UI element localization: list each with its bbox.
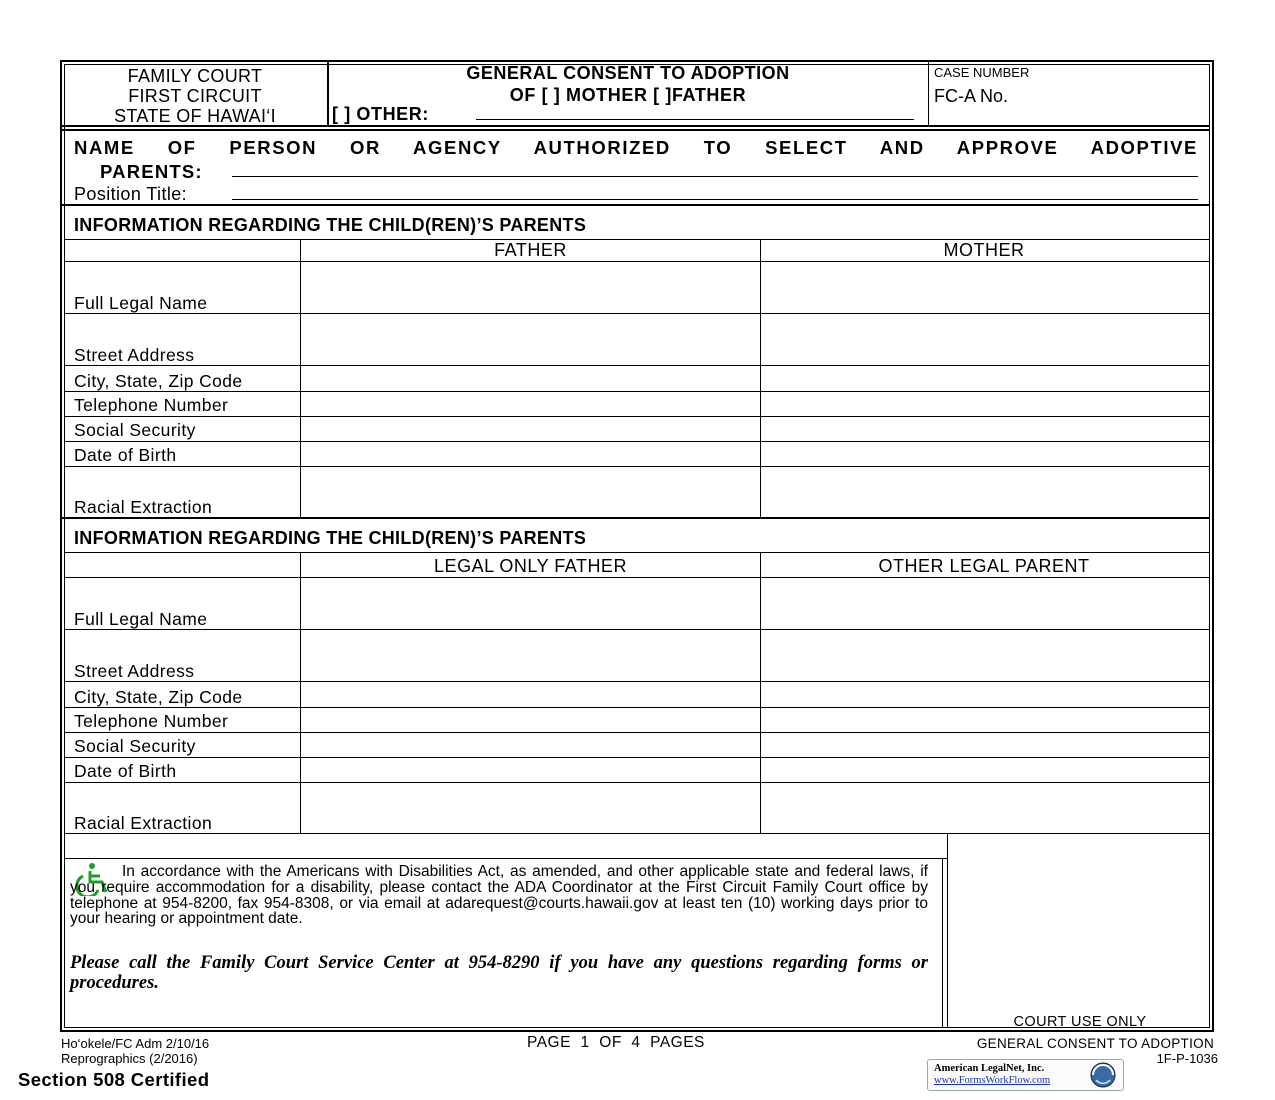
row-label-racial-extraction: Racial Extraction: [74, 813, 213, 833]
row-label-street-address: Street Address: [74, 661, 195, 681]
row-label-telephone: Telephone Number: [74, 711, 229, 731]
father-phone-input[interactable]: [301, 392, 760, 416]
mother-phone-input[interactable]: [761, 392, 1208, 416]
section1-title: INFORMATION REGARDING THE CHILD(REN)’S PARENTS: [74, 215, 587, 235]
position-title-field[interactable]: [232, 199, 1198, 200]
form-id: Ho‘okele/FC Adm 2/10/16: [61, 1036, 210, 1051]
service-center-note: Please call the Family Court Service Center at 954-8290 if you have any questions regarding forms or procedures.: [70, 953, 928, 993]
legal-father-dob-input[interactable]: [301, 758, 760, 782]
other-parent-city-input[interactable]: [761, 682, 1208, 707]
legalnet-logo[interactable]: [927, 1059, 1124, 1091]
row-label-full-legal-name: Full Legal Name: [74, 293, 208, 313]
legal-father-ssn-input[interactable]: [301, 733, 760, 757]
section2-title: INFORMATION REGARDING THE CHILD(REN)’S PARENTS: [74, 528, 587, 548]
mother-street-input[interactable]: [761, 314, 1208, 365]
other-parent-dob-input[interactable]: [761, 758, 1208, 782]
row-label-racial-extraction: Racial Extraction: [74, 497, 213, 517]
row-label-social-security: Social Security: [74, 736, 196, 756]
legal-only-father-column-header: LEGAL ONLY FATHER: [434, 556, 627, 576]
legal-father-city-input[interactable]: [301, 682, 760, 707]
case-number-prefix: FC-A No.: [934, 86, 1009, 106]
row-label-date-of-birth: Date of Birth: [74, 761, 177, 781]
ada-notice: In accordance with the Americans with Disabilities Act, as amended, and other applicable state and federal laws, if you require accommodation for a disability, please contact the ADA Coordinator at the First Circuit Family Court office by telephone at 954-8200, fax 954-8308, or via email at adarequest@courts.hawaii.gov at least ten (10) working days prior to your hearing or appointment date.: [70, 863, 928, 928]
mother-dob-input[interactable]: [761, 442, 1208, 466]
father-race-input[interactable]: [301, 467, 760, 517]
other-parent-full-name-input[interactable]: [761, 578, 1208, 629]
other-field[interactable]: [476, 119, 914, 120]
row-label-telephone: Telephone Number: [74, 395, 229, 415]
other-parent-ssn-input[interactable]: [761, 733, 1208, 757]
other-parent-phone-input[interactable]: [761, 708, 1208, 732]
form-title-parent-choice: OF [ ] MOTHER [ ]FATHER: [509, 85, 747, 105]
legal-father-street-input[interactable]: [301, 630, 760, 681]
father-street-input[interactable]: [301, 314, 760, 365]
row-label-social-security: Social Security: [74, 420, 196, 440]
parents-label: PARENTS:: [100, 161, 203, 182]
legal-father-race-input[interactable]: [301, 783, 760, 833]
other-legal-parent-column-header: OTHER LEGAL PARENT: [878, 556, 1090, 576]
mother-race-input[interactable]: [761, 467, 1208, 517]
father-ssn-input[interactable]: [301, 417, 760, 441]
father-city-input[interactable]: [301, 366, 760, 391]
court-line: FAMILY COURT: [127, 66, 263, 86]
section-508-certified: Section 508 Certified: [18, 1069, 210, 1090]
legal-father-full-name-input[interactable]: [301, 578, 760, 629]
position-title-label: Position Title:: [74, 184, 188, 204]
court-line: FIRST CIRCUIT: [128, 86, 262, 106]
court-use-only-label: COURT USE ONLY: [1013, 1014, 1147, 1030]
divider: [928, 62, 929, 126]
mother-ssn-input[interactable]: [761, 417, 1208, 441]
page-number: PAGE 1 OF 4 PAGES: [527, 1034, 705, 1051]
footer-doc-title: GENERAL CONSENT TO ADOPTION: [976, 1036, 1214, 1051]
globe-logo-icon: [1088, 1061, 1118, 1089]
divider: [62, 204, 1210, 206]
mother-column-header: MOTHER: [943, 240, 1025, 260]
legal-father-phone-input[interactable]: [301, 708, 760, 732]
row-label-street-address: Street Address: [74, 345, 195, 365]
other-parent-street-input[interactable]: [761, 630, 1208, 681]
case-number-field[interactable]: [1040, 84, 1200, 110]
divider: [327, 62, 329, 126]
case-number-label: CASE NUMBER: [934, 65, 1030, 80]
legalnet-name: American LegalNet, Inc.: [934, 1063, 1045, 1074]
court-line: STATE OF HAWAI‘I: [114, 106, 276, 126]
form-code: 1F-P-1036: [1156, 1051, 1218, 1066]
reprographics: Reprographics (2/2016): [61, 1051, 198, 1066]
father-column-header: FATHER: [494, 240, 567, 260]
mother-city-input[interactable]: [761, 366, 1208, 391]
other-checkbox-label: [ ] OTHER:: [332, 104, 429, 124]
divider: [62, 129, 1210, 131]
row-label-full-legal-name: Full Legal Name: [74, 609, 208, 629]
father-full-name-input[interactable]: [301, 262, 760, 313]
authorized-name-field[interactable]: [232, 176, 1198, 177]
form-title: GENERAL CONSENT TO ADOPTION: [466, 63, 790, 83]
legalnet-url[interactable]: www.FormsWorkFlow.com: [934, 1075, 1051, 1086]
court-name: [66, 66, 324, 126]
row-label-city-state-zip: City, State, Zip Code: [74, 371, 243, 391]
mother-full-name-input[interactable]: [761, 262, 1208, 313]
row-label-date-of-birth: Date of Birth: [74, 445, 177, 465]
authorized-heading: NAME OF PERSON OR AGENCY AUTHORIZED TO SELECT AND APPROVE ADOPTIVE: [74, 137, 1198, 158]
other-parent-race-input[interactable]: [761, 783, 1208, 833]
row-label-city-state-zip: City, State, Zip Code: [74, 687, 243, 707]
father-dob-input[interactable]: [301, 442, 760, 466]
